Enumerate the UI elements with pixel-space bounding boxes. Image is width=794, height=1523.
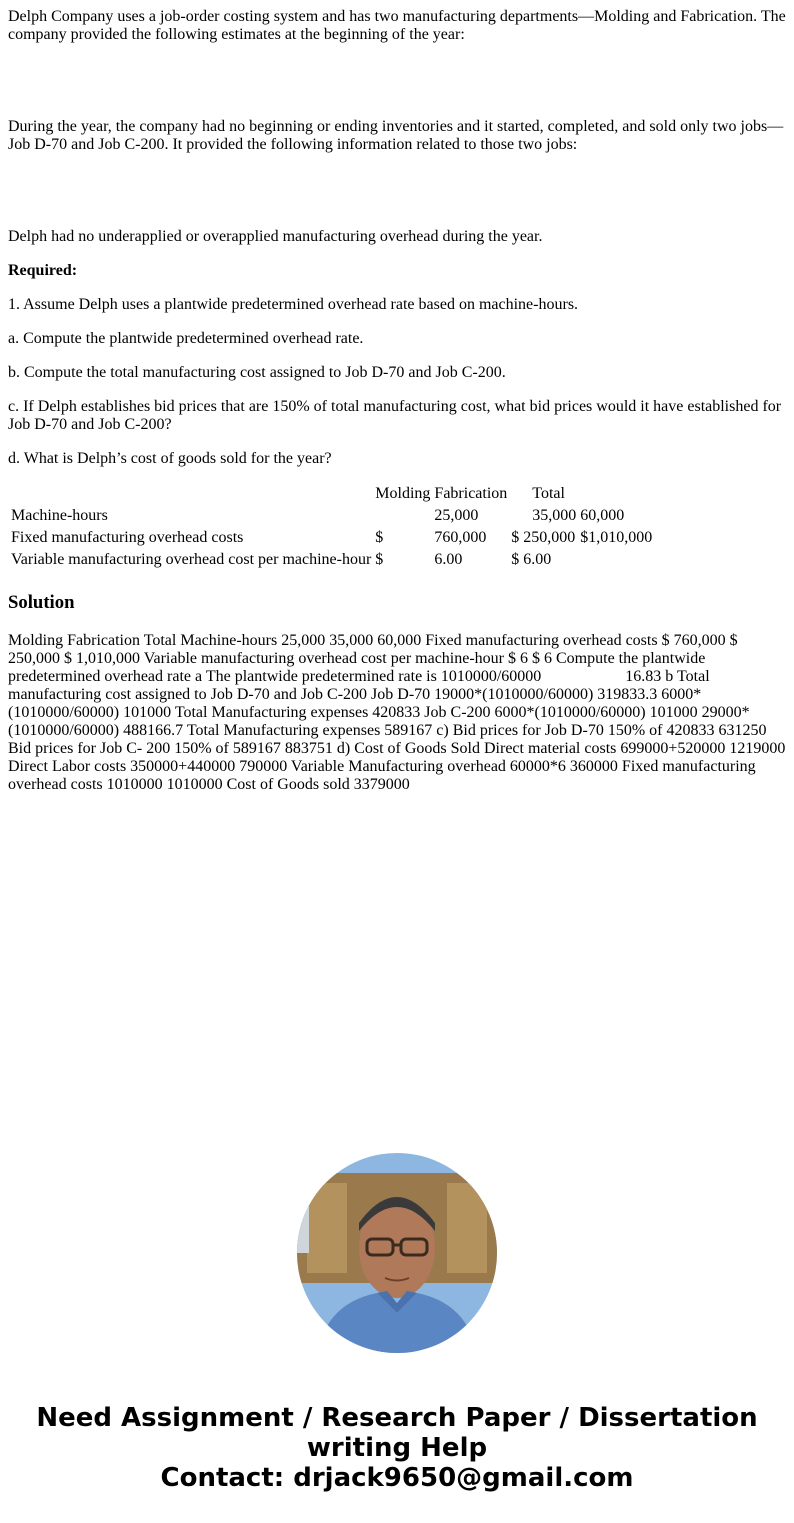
row-label: Machine-hours — [11, 507, 108, 524]
estimates-table — [8, 482, 655, 572]
question-1: 1. Assume Delph uses a plantwide predetermined overhead rate based on machine-hours. — [8, 296, 579, 313]
solution-text: Molding Fabrication Total Machine-hours 25,000 35,000 60,000 Fixed manufacturing overhead costs $ 760,000 $ 250,000 $ 1,010,000 Variable manufacturing overhead cost per machine-hour $ 6 $ 6 Compute the plantwide predetermined overhead rate a The plantwide predetermined rate is 1010000/60000 16.83 b Total manufacturing cost assigned to Job D-70 and Job C-200 Job D-70 19000*(1010000/60000) 319833.3 6000*(1010000/60000) 101000 Total Manufacturing expenses 420833 Job C-200 6000*(1010000/60000) 101000 29000*(1010000/60000) 488166.7 Total Manufacturing expenses 589167 c) Bid prices for Job D-70 150% of 420833 631250 Bid prices for Job C- 200 150% of 589167 883751 d) Cost of Goods Sold Direct material costs 699000+520000 1219000 Direct Labor costs 350000+440000 790000 Variable Manufacturing overhead 60000*6 360000 Fixed manufacturing overhead costs 1010000 1010000 Cost of Goods sold 3379000 — [8, 632, 790, 793]
intro-paragraph: Delph Company uses a job-order costing system and has two manufacturing departments—Molding and Fabrication. The company provided the following estimates at the beginning of the year: — [8, 8, 786, 43]
table-header-row — [10, 484, 653, 504]
header-fabrication: Fabrication — [434, 485, 508, 502]
solution-heading: Solution — [8, 592, 75, 613]
table-row: Variable manufacturing overhead cost per machine-hour $ 6.00 $ 6.00 — [11, 551, 552, 568]
footer-banner — [0, 1403, 794, 1493]
required-label: Required: — [8, 262, 78, 279]
missing-jobs-image — [8, 170, 786, 228]
header-molding: Molding — [375, 485, 431, 502]
row-label: Variable manufacturing overhead cost per machine-hour — [11, 551, 372, 568]
footer-line-1: Need Assignment / Research Paper / Dissertation writing Help — [36, 1403, 758, 1463]
question-a: a. Compute the plantwide predetermined overhead rate. — [8, 330, 364, 347]
footer-contact: Contact: drjack9650@gmail.com — [160, 1463, 634, 1493]
header-total: Total — [532, 485, 565, 502]
no-variance-paragraph: Delph had no underapplied or overapplied manufacturing overhead during the year. — [8, 228, 543, 245]
question-b: b. Compute the total manufacturing cost assigned to Job D-70 and Job C-200. — [8, 364, 506, 381]
missing-estimates-image — [8, 60, 786, 118]
row-label: Fixed manufacturing overhead costs — [11, 529, 244, 546]
table-row: Fixed manufacturing overhead costs $ 760,000 $ 250,000 $1,010,000 — [11, 529, 653, 546]
table-row: Machine-hours 25,000 35,000 60,000 — [11, 507, 625, 524]
author-photo — [297, 1153, 497, 1353]
question-d: d. What is Delph’s cost of goods sold for the year? — [8, 450, 332, 467]
year-info-paragraph: During the year, the company had no beginning or ending inventories and it started, completed, and sold only two jobs—Job D-70 and Job C-200. It provided the following information related to those two jobs: — [8, 118, 784, 153]
question-c: c. If Delph establishes bid prices that are 150% of total manufacturing cost, what bid prices would it have established for Job D-70 and Job C-200? — [8, 398, 782, 433]
